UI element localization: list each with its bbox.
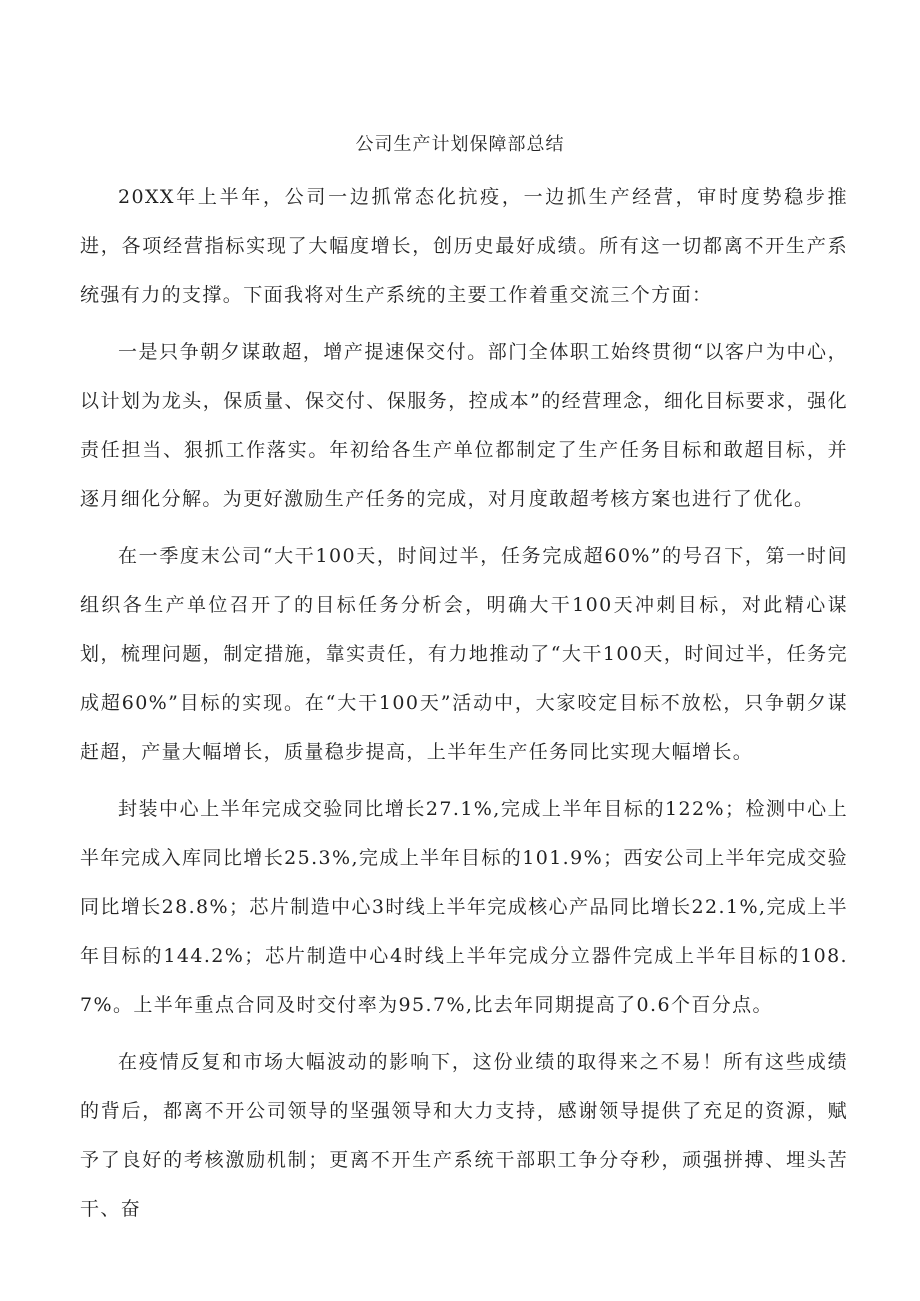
paragraph-acknowledgement: 在疫情反复和市场大幅波动的影响下，这份业绩的取得来之不易！所有这些成绩的背后，都离不开公司领导的坚强领导和大力支持，感谢领导提供了充足的资源，赋予了良好的考核激励机制；更离不开生产系统干部职工争分夺秒，顽强拼搏、埋头苦干、奋: [80, 1051, 848, 1220]
paragraph-point-one: 一是只争朝夕谋敢超，增产提速保交付。部门全体职工始终贯彻“以客户为中心，以计划为龙头，保质量、保交付、保服务，控成本”的经营理念，细化目标要求，强化责任担当、狠抓工作落实。年初给各生产单位都制定了生产任务目标和敢超目标，并逐月细化分解。为更好激励生产任务的完成，对月度敢超考核方案也进行了优化。: [80, 341, 848, 510]
paragraph-q1-campaign: 在一季度末公司“大干100天，时间过半，任务完成超60%”的号召下，第一时间组织各生产单位召开了的目标任务分析会，明确大干100天冲刺目标，对此精心谋划，梳理问题，制定措施，靠实责任，有力地推动了“大干100天，时间过半，任务完成超60%”目标的实现。在“大干100天”活动中，大家咬定目标不放松，只争朝夕谋赶超，产量大幅增长，质量稳步提高，上半年生产任务同比实现大幅增长。: [80, 545, 848, 763]
paragraph-intro: 20XX年上半年，公司一边抓常态化抗疫，一边抓生产经营，审时度势稳步推进，各项经营指标实现了大幅度增长，创历史最好成绩。所有这一切都离不开生产系统强有力的支撑。下面我将对生产系统的主要工作着重交流三个方面：: [80, 186, 848, 306]
document-body: [80, 173, 848, 1242]
paragraph-results: 封装中心上半年完成交验同比增长27.1%,完成上半年目标的122%；检测中心上半年完成入库同比增长25.3%,完成上半年目标的101.9%；西安公司上半年完成交验同比增长28.8%；芯片制造中心3时线上半年完成核心产品同比增长22.1%,完成上半年目标的144.2%；芯片制造中心4时线上半年完成分立器件完成上半年目标的108.7%。上半年重点合同及时交付率为95.7%,比去年同期提高了0.6个百分点。: [80, 798, 848, 1016]
document-title: 公司生产计划保障部总结: [355, 134, 565, 155]
